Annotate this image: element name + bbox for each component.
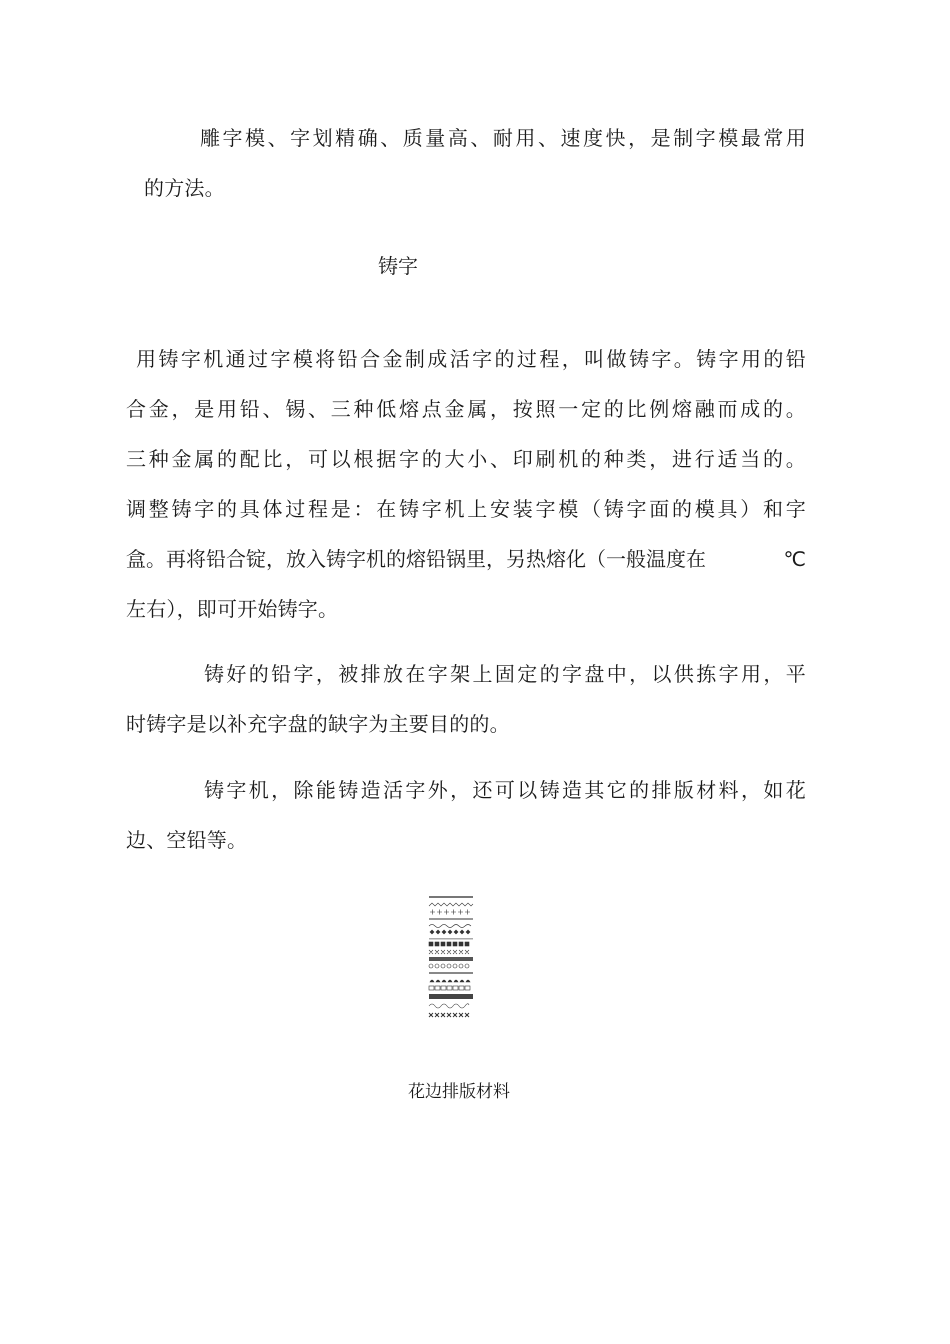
paragraph-3-line-1: 铸好的铅字，被排放在字架上固定的字盘中，以供拣字用，平 xyxy=(204,662,806,686)
paragraph-2-line-5 xyxy=(126,545,806,573)
paragraph-2-line-2: 合金，是用铅、锡、三种低熔点金属，按照一定的比例熔融而成的。 xyxy=(126,397,806,421)
paragraph-2-line-1: 用铸字机通过字模将铅合金制成活字的过程，叫做铸字。铸字用的铅 xyxy=(136,347,806,371)
paragraph-2-line-5-text: 盒。再将铅合锭，放入铸字机的熔铅锅里，另热熔化（一般温度在 xyxy=(126,547,706,571)
paragraph-2-line-4: 调整铸字的具体过程是：在铸字机上安装字模（铸字面的模具）和字 xyxy=(126,497,806,521)
ornament-border-samples-image xyxy=(428,894,474,1022)
paragraph-4-line-1: 铸字机，除能铸造活字外，还可以铸造其它的排版材料，如花 xyxy=(204,778,806,802)
paragraph-2-line-3: 三种金属的配比，可以根据字的大小、印刷机的种类，进行适当的。 xyxy=(126,447,806,471)
figure-caption: 花边排版材料 xyxy=(408,1082,510,1102)
paragraph-3-line-2: 时铸字是以补充字盘的缺字为主要目的的。 xyxy=(126,712,510,736)
paragraph-2-line-6: 左右），即可开始铸字。 xyxy=(126,597,339,621)
paragraph-1-line-1: 雕字模、字划精确、质量高、耐用、速度快，是制字模最常用 xyxy=(200,126,806,150)
ornament-row xyxy=(429,896,473,898)
paragraph-1-line-2: 的方法。 xyxy=(144,176,225,200)
celsius-symbol: ℃ xyxy=(783,547,806,571)
section-heading: 铸字 xyxy=(378,254,418,278)
paragraph-4-line-2: 边、空铅等。 xyxy=(126,828,248,852)
